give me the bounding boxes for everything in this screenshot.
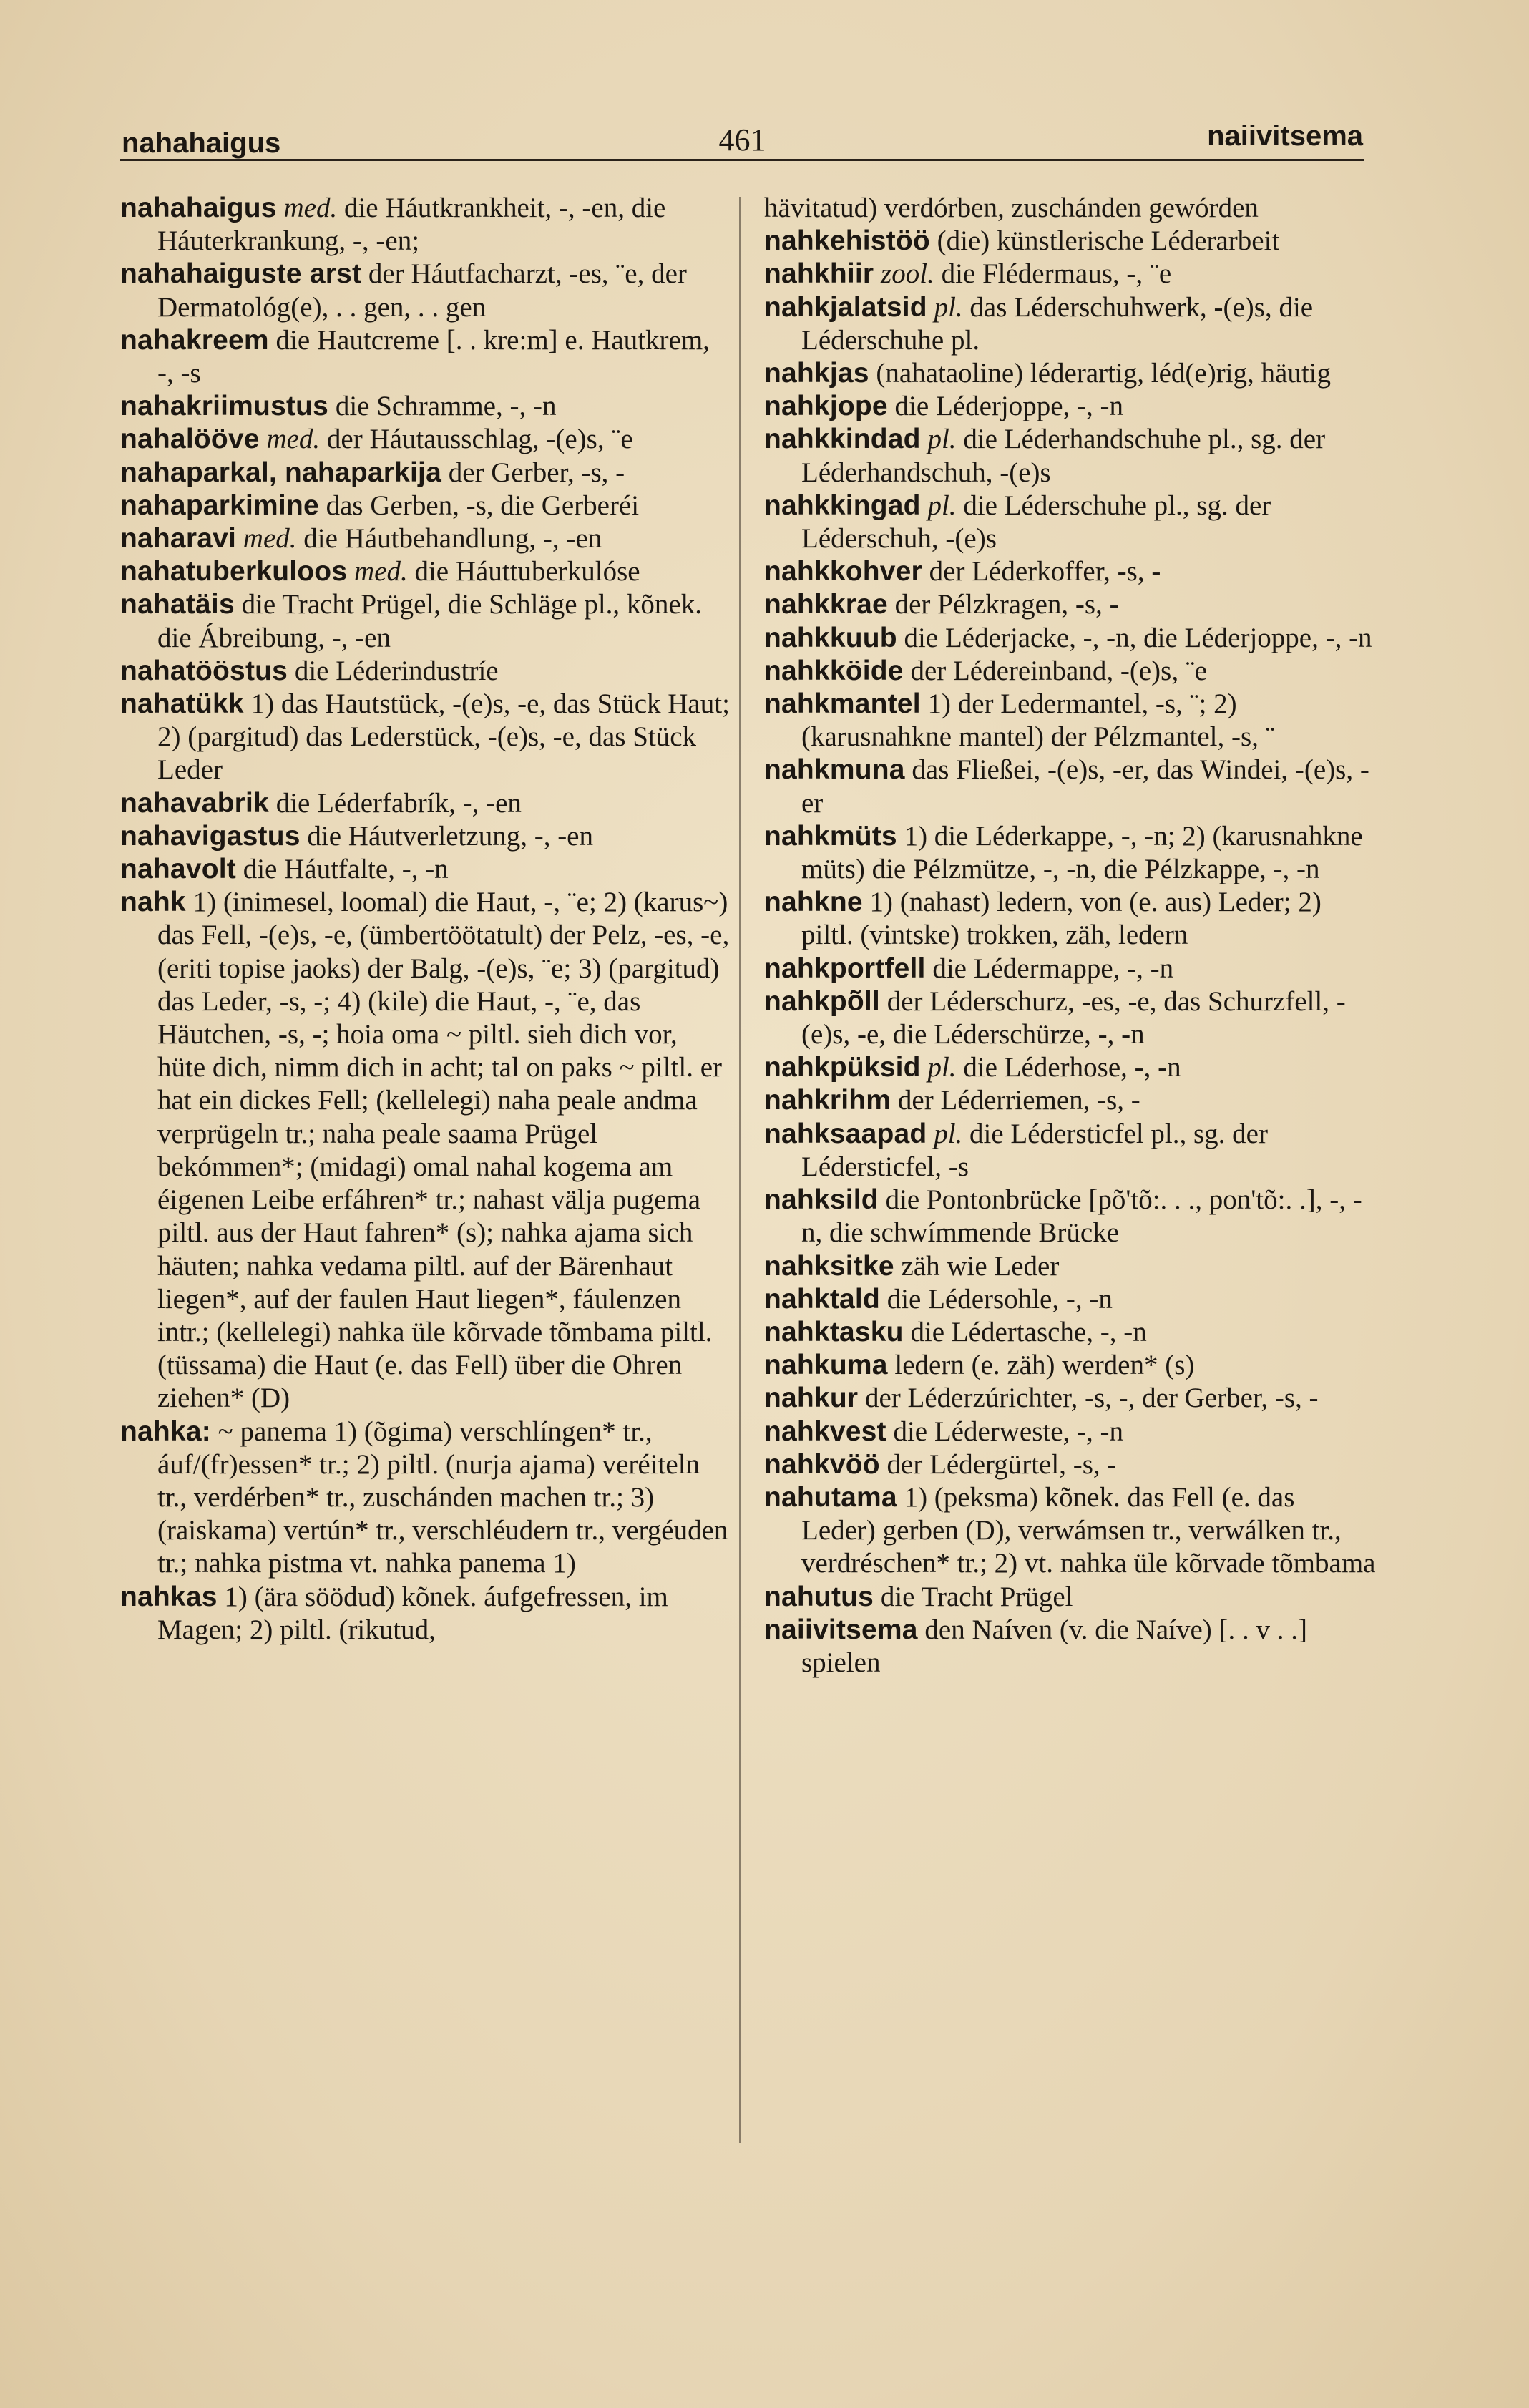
entry-definition: die Tracht Prügel, die Schläge pl., kõnek. die Ábreibung, -, -en xyxy=(157,589,702,653)
entry-definition: der Léderkoffer, -s, - xyxy=(929,556,1161,588)
entry-headword: nahkas xyxy=(120,1581,218,1612)
entry-headword: nahavigastus xyxy=(120,820,301,852)
entry-definition: (nahataoline) léderartig, léd(e)rig, häutig xyxy=(876,358,1332,389)
entry-definition: der Lédergürtel, -s, - xyxy=(886,1448,1117,1480)
entry-headword: nahksild xyxy=(764,1184,879,1216)
entry-definition: die Pontonbrücke [põ'tõ:. . ., pon'tõ:. .], -, -n, die schwímmende Brücke xyxy=(801,1184,1362,1249)
entry-definition: den Naíven (v. die Naíve) [. . v . .] spielen xyxy=(801,1614,1308,1678)
entry-definition: die Léderschuhe pl., sg. der Léderschuh, -(e)s xyxy=(801,489,1271,555)
entry-definition: ledern (e. zäh) werden* (s) xyxy=(894,1350,1195,1381)
dictionary-entry xyxy=(764,622,1376,655)
dictionary-entry xyxy=(120,1581,732,1647)
entry-label: med. xyxy=(283,192,338,223)
entry-label: pl. xyxy=(927,424,957,455)
entry-headword: nahakreem xyxy=(120,324,269,356)
entry-definition: 1) das Hautstück, -(e)s, -e, das Stück Haut; 2) (pargitud) das Lederstück, -(e)s, -e, das Stück Leder xyxy=(157,688,730,786)
entry-definition: die Háutverletzung, -, -en xyxy=(307,820,593,852)
entry-definition: das Fließei, -(e)s, -er, das Windei, -(e)s, -er xyxy=(801,754,1369,819)
entry-headword: nahkvöö xyxy=(764,1448,880,1480)
right-column xyxy=(764,192,1376,1680)
entry-definition: der Léderschurz, -es, -e, das Schurzfell, -(e)s, -e, die Léderschürze, -, -n xyxy=(801,985,1346,1051)
page-header xyxy=(122,107,1363,165)
entry-definition: die Léderhandschuhe pl., sg. der Léderhandschuh, -(e)s xyxy=(801,424,1326,488)
dictionary-entry xyxy=(764,1415,1376,1448)
header-left-guide-word: nahahaigus xyxy=(122,127,281,159)
entry-headword: nahutama xyxy=(764,1481,897,1513)
dictionary-entry xyxy=(764,489,1376,555)
entry-headword: nahkkuub xyxy=(764,622,897,653)
entry-headword: nahaparkimine xyxy=(120,489,319,521)
entry-definition: (die) künstlerische Léderarbeit xyxy=(937,225,1280,257)
dictionary-entry xyxy=(120,555,732,588)
entry-headword: nahutus xyxy=(764,1581,874,1612)
entry-headword: nahkpüksid xyxy=(764,1052,921,1083)
dictionary-entry xyxy=(764,1614,1376,1680)
dictionary-entry xyxy=(764,390,1376,423)
entry-headword: nahkjope xyxy=(764,391,888,422)
page-number: 461 xyxy=(718,122,766,157)
entry-definition: die Háutbehandlung, -, -en xyxy=(303,523,602,555)
dictionary-entry xyxy=(764,1349,1376,1382)
entry-definition: die Háutkrankheit, -, -en, die Háuterkrankung, -, -en; xyxy=(157,192,666,257)
entry-definition: die Lédersticfel pl., sg. der Lédersticfel, -s xyxy=(801,1118,1268,1182)
entry-definition: 1) (ära söödud) kõnek. áufgefressen, im Magen; 2) piltl. (rikutud, xyxy=(157,1581,668,1645)
entry-definition: der Lédereinband, -(e)s, ¨e xyxy=(910,655,1208,686)
entry-headword: nahktald xyxy=(764,1283,880,1315)
dictionary-entry xyxy=(120,787,732,820)
entry-definition: 1) (inimesel, loomal) die Haut, -, ¨e; 2) (karus~) das Fell, -(e)s, -e, (ümbertöötatult) der Pelz, -es, -e, (eriti topise jaoks) der Balg, -(e)s, ¨e; 3) (pargitud) das Leder, -s, -; 4) (kile) die Haut, -, ¨e, das Häutchen, -s, -; hoia oma ~ piltl. sieh dich vor, hüte dich, nimm dich in acht; tal on paks ~ piltl. er hat ein dickes Fell; (kellelegi) naha peale andma verprügeln tr.; naha peale saama Prügel bekómmen*; (midagi) omal nahal kogema am éigenen Leibe erfáhren* tr.; nahast välja pugema piltl. aus der Haut fahren* (s); nahka ajama sich häuten; nahka vedama piltl. auf der Bärenhaut liegen*, auf der faulen Haut liegen*, fáulenzen intr.; (kellelegi) nahka üle kõrvade tõmbama piltl. (tüssama) die Haut (e. das Fell) über die Ohren ziehen* (D) xyxy=(157,887,730,1414)
entry-headword: nahavabrik xyxy=(120,787,269,819)
dictionary-entry xyxy=(120,324,732,390)
entry-definition: die Léderjoppe, -, -n xyxy=(894,391,1123,422)
entry-label: pl. xyxy=(927,1052,957,1083)
entry-label: med. xyxy=(266,424,321,455)
entry-label: pl. xyxy=(934,1118,963,1149)
entry-headword: nahkköide xyxy=(764,655,904,686)
entry-definition: 1) der Ledermantel, -s, ¨; 2) (karusnahkne mantel) der Pélzmantel, -s, ¨ xyxy=(801,688,1275,753)
dictionary-entry xyxy=(764,1118,1376,1184)
dictionary-entry xyxy=(764,291,1376,357)
entry-definition: 1) (nahast) ledern, von (e. aus) Leder; 2) piltl. (vintske) trokken, zäh, ledern xyxy=(801,887,1322,951)
dictionary-entry xyxy=(764,754,1376,819)
entry-headword: nahkkohver xyxy=(764,556,922,588)
dictionary-entry xyxy=(764,655,1376,688)
dictionary-entry xyxy=(764,985,1376,1051)
entry-definition: die Léderweste, -, -n xyxy=(893,1415,1124,1447)
entry-headword: nahatükk xyxy=(120,688,244,720)
dictionary-entry xyxy=(120,457,732,489)
dictionary-entry xyxy=(764,688,1376,754)
dictionary-entry xyxy=(764,952,1376,985)
entry-definition: das Léderschuhwerk, -(e)s, die Léderschuhe pl. xyxy=(801,291,1314,356)
dictionary-entry xyxy=(764,1283,1376,1316)
dictionary-entry xyxy=(764,1316,1376,1349)
entry-headword: nahahaiguste arst xyxy=(120,258,362,290)
entry-headword: nahkmantel xyxy=(764,688,921,720)
dictionary-entry xyxy=(764,820,1376,886)
dictionary-entry xyxy=(764,886,1376,952)
entry-definition: der Gerber, -s, - xyxy=(448,457,625,488)
dictionary-entry xyxy=(120,688,732,787)
entry-definition: die Hautcreme [. . kre:m] e. Hautkrem, -, -s xyxy=(157,324,710,389)
entry-definition: die Lédersohle, -, -n xyxy=(886,1283,1113,1315)
entry-headword: nahktasku xyxy=(764,1316,904,1347)
entry-definition: ~ panema 1) (õgima) verschlíngen* tr., áuf/(fr)essen* tr.; 2) piltl. (nurja ajama) veréiteln tr., verdérben* tr., zuschánden machen tr.; 3) (raiskama) vertún* tr., verschléudern tr., vergéuden tr.; nahka pistma vt. nahka panema 1) xyxy=(157,1415,728,1579)
dictionary-entry xyxy=(120,192,732,258)
dictionary-entry xyxy=(764,1581,1376,1614)
entry-headword: nahalööve xyxy=(120,424,260,455)
entry-definition: die Tracht Prügel xyxy=(880,1581,1073,1612)
entry-definition: der Léderriemen, -s, - xyxy=(897,1085,1140,1116)
entry-definition: die Lédermappe, -, -n xyxy=(932,952,1174,984)
dictionary-entry xyxy=(764,1051,1376,1084)
entry-headword: nahkpõll xyxy=(764,985,880,1017)
dictionary-entry xyxy=(120,1415,732,1581)
entry-definition: der Háutausschlag, -(e)s, ¨e xyxy=(326,424,633,455)
dictionary-entry xyxy=(120,886,732,1415)
entry-definition: die Lédertasche, -, -n xyxy=(910,1316,1147,1347)
dictionary-entry xyxy=(120,390,732,423)
entry-definition: das Gerben, -s, die Gerberéi xyxy=(326,489,640,521)
entry-headword: nahkuma xyxy=(764,1350,888,1381)
entry-headword: nahkmuna xyxy=(764,754,905,786)
entry-definition: die Schramme, -, -n xyxy=(335,391,557,422)
entry-definition: 1) die Léderkappe, -, -n; 2) (karusnahkne müts) die Pélzmütze, -, -n, die Pélzkappe, -, -n xyxy=(801,820,1363,885)
entry-headword: nahkkingad xyxy=(764,489,921,521)
entry-definition: die Háutfalte, -, -n xyxy=(243,854,449,885)
entry-label: pl. xyxy=(934,291,963,323)
entry-headword: nahkvest xyxy=(764,1415,886,1447)
dictionary-entry xyxy=(764,192,1376,225)
entry-headword: nahkrihm xyxy=(764,1085,891,1116)
dictionary-entry xyxy=(764,1184,1376,1249)
entry-headword: nahkehistöö xyxy=(764,225,930,257)
dictionary-entry xyxy=(120,588,732,654)
dictionary-entry xyxy=(764,1382,1376,1415)
dictionary-entry xyxy=(764,1250,1376,1283)
dictionary-entry xyxy=(764,1481,1376,1581)
dictionary-entry xyxy=(764,423,1376,489)
entry-label: pl. xyxy=(927,489,957,521)
entry-headword: nahkkrae xyxy=(764,589,888,620)
entry-headword: naharavi xyxy=(120,523,237,555)
entry-headword: nahkmüts xyxy=(764,820,897,852)
dictionary-entry xyxy=(764,555,1376,588)
entry-headword: nahatööstus xyxy=(120,655,288,686)
entry-headword: nahkhiir xyxy=(764,258,874,290)
entry-headword: nahkjalatsid xyxy=(764,291,927,323)
entry-headword: naiivitsema xyxy=(764,1614,918,1645)
dictionary-entry xyxy=(764,357,1376,390)
entry-headword: nahkur xyxy=(764,1383,859,1414)
entry-definition: die Háuttuberkulóse xyxy=(414,556,640,588)
entry-headword: nahatuberkuloos xyxy=(120,556,348,588)
entry-label: med. xyxy=(243,523,297,555)
entry-label: zool. xyxy=(881,258,934,290)
column-divider xyxy=(739,197,741,2143)
header-rule xyxy=(120,159,1364,161)
dictionary-entry xyxy=(120,820,732,853)
entry-headword: nahkjas xyxy=(764,358,869,389)
dictionary-entry xyxy=(764,1448,1376,1481)
entry-headword: nahatäis xyxy=(120,589,235,620)
dictionary-entry xyxy=(764,588,1376,621)
dictionary-entry xyxy=(120,489,732,522)
dictionary-entry xyxy=(120,655,732,688)
dictionary-entry xyxy=(120,423,732,456)
entry-definition: 1) (peksma) kõnek. das Fell (e. das Leder) gerben (D), verwámsen tr., verwálken tr., verdréschen* tr.; 2) vt. nahka üle kõrvade tõmbama xyxy=(801,1481,1376,1579)
left-column xyxy=(120,192,732,1647)
dictionary-entry xyxy=(120,853,732,886)
dictionary-entry xyxy=(764,225,1376,258)
entry-definition: der Léderzúrichter, -s, -, der Gerber, -s, - xyxy=(864,1383,1319,1414)
entry-headword: nahkne xyxy=(764,887,863,918)
entry-headword: nahakriimustus xyxy=(120,391,329,422)
entry-definition: die Léderhose, -, -n xyxy=(963,1052,1181,1083)
entry-definition: der Pélzkragen, -s, - xyxy=(894,589,1119,620)
entry-headword: nahksitke xyxy=(764,1250,894,1282)
entry-headword: nahahaigus xyxy=(120,192,277,223)
entry-definition: hävitatud) verdórben, zuschánden gewórden xyxy=(764,192,1259,223)
entry-headword: nahavolt xyxy=(120,854,236,885)
dictionary-entry xyxy=(764,258,1376,291)
header-right-guide-word: naiivitsema xyxy=(1207,120,1363,152)
dictionary-entry xyxy=(120,258,732,323)
entry-headword: nahkkindad xyxy=(764,424,921,455)
entry-headword: nahaparkal, nahaparkija xyxy=(120,457,441,488)
entry-label: med. xyxy=(353,556,408,588)
entry-definition: die Léderfabrík, -, -en xyxy=(275,787,522,819)
dictionary-entry xyxy=(764,1084,1376,1117)
entry-headword: nahk xyxy=(120,887,186,918)
entry-definition: die Flédermaus, -, ¨e xyxy=(941,258,1172,290)
dictionary-entry xyxy=(120,522,732,555)
entry-definition: die Léderjacke, -, -n, die Léderjoppe, -, -n xyxy=(904,622,1372,653)
entry-definition: die Léderindustríe xyxy=(294,655,499,686)
entry-definition: der Háutfacharzt, -es, ¨e, der Dermatológ(e), . . gen, . . gen xyxy=(157,258,687,323)
entry-headword: nahksaapad xyxy=(764,1118,927,1149)
entry-headword: nahka: xyxy=(120,1415,211,1447)
entry-definition: zäh wie Leder xyxy=(901,1250,1060,1282)
entry-headword: nahkportfell xyxy=(764,952,926,984)
